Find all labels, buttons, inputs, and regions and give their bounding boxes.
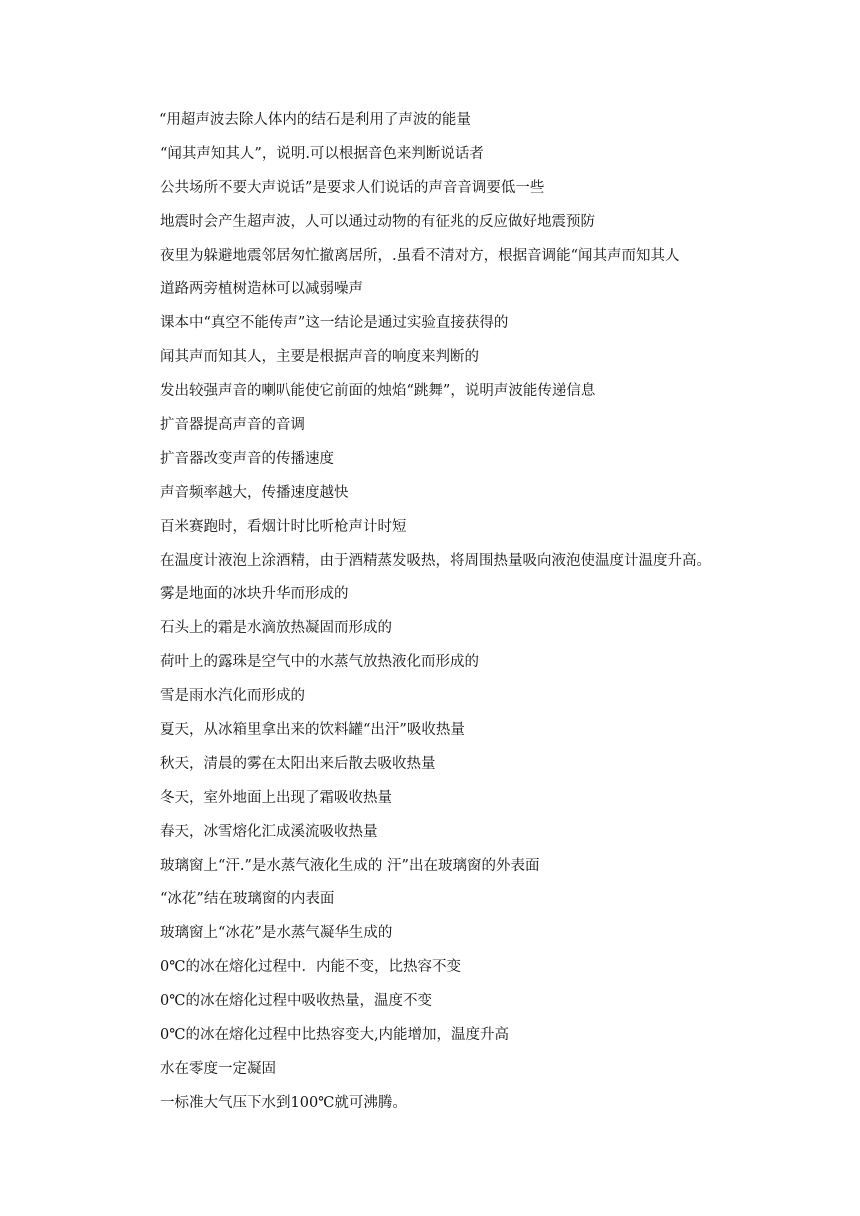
statement-line-22: 春天，冰雪熔化汇成溪流吸收热量 <box>160 823 378 840</box>
statement-line-7: 课本中“真空不能传声”这一结论是通过实验直接获得的 <box>160 315 509 332</box>
statement-line-18: 雪是雨水汽化而形成的 <box>160 688 305 705</box>
statement-line-8: 闻其声而知其人，主要是根据声音的响度来判断的 <box>160 349 479 366</box>
statement-line-12: 声音频率越大，传播速度越快 <box>160 484 349 501</box>
statement-line-15: 雾是地面的冰块升华而形成的 <box>160 586 349 603</box>
statement-line-1: “用超声波去除人体内的结石是利用了声波的能量 <box>159 112 471 128</box>
statement-line-28: 0℃的冰在熔化过程中比热容变大,内能增加，温度升高 <box>160 1027 510 1044</box>
statement-line-10: 扩音器提高声音的音调 <box>160 417 305 434</box>
statement-line-21: 冬天，室外地面上出现了霜吸收热量 <box>160 789 392 806</box>
statement-line-6: 道路两旁植树造林可以减弱噪声 <box>160 281 363 298</box>
statement-line-19: 夏天，从冰箱里拿出来的饮料罐“出汗”吸收热量 <box>160 722 465 739</box>
statement-line-9: 发出较强声音的喇叭能使它前面的烛焰“跳舞”，说明声波能传递信息 <box>160 383 596 400</box>
statement-list <box>160 109 850 1126</box>
statement-line-26: 0℃的冰在熔化过程中．内能不变，比热容不变 <box>160 959 461 976</box>
statement-line-5: 夜里为躲避地震邻居匆忙撤离居所，.虽看不清对方，根据音调能“闻其声而知其人 <box>160 247 680 264</box>
statement-line-27: 0℃的冰在熔化过程中吸收热量，温度不变 <box>160 993 432 1010</box>
statement-line-20: 秋天，清晨的雾在太阳出来后散去吸收热量 <box>160 755 436 772</box>
statement-line-25: 玻璃窗上“冰花”是水蒸气凝华生成的 <box>160 925 393 942</box>
statement-line-30: 一标准大气压下水到100℃就可沸腾。 <box>160 1094 407 1111</box>
statement-line-13: 百米赛跑时，看烟计时比听枪声计时短 <box>160 518 407 535</box>
statement-line-3: 公共场所不要大声说话”是要求人们说话的声音音调要低一些 <box>160 179 545 196</box>
statement-line-14: 在温度计液泡上涂酒精，由于酒精蒸发吸热，将周围热量吸向液泡使温度计温度升高。 <box>160 552 711 569</box>
statement-line-23: 玻璃窗上“汗.”是水蒸气液化生成的 汗”出在玻璃窗的外表面 <box>160 857 540 874</box>
statement-line-16: 石头上的霜是水滴放热凝固而形成的 <box>160 620 392 637</box>
statement-line-2: “闻其声知其人”，说明.可以根据音色来判断说话者 <box>160 145 484 162</box>
statement-line-29: 水在零度一定凝固 <box>160 1060 276 1077</box>
statement-line-24: “冰花”结在玻璃窗的内表面 <box>160 891 335 908</box>
statement-line-17: 荷叶上的露珠是空气中的水蒸气放热液化而形成的 <box>160 654 479 671</box>
statement-line-4: 地震时会产生超声波，人可以通过动物的有征兆的反应做好地震预防 <box>160 213 595 230</box>
statement-line-11: 扩音器改变声音的传播速度 <box>160 450 334 467</box>
